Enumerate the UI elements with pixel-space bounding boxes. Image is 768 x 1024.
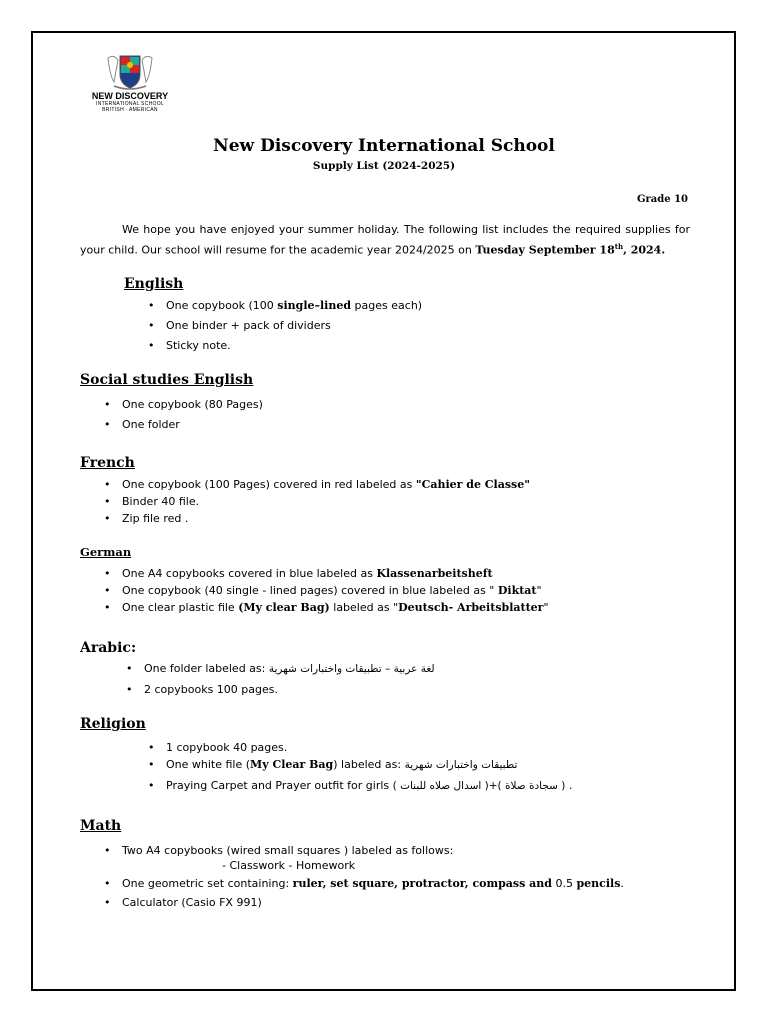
item-text: Praying Carpet and Prayer outfit for girls [166, 779, 393, 792]
german-heading: German [80, 545, 132, 559]
german-list [102, 565, 549, 616]
list-item [102, 416, 263, 433]
french-heading: French [80, 455, 135, 471]
arabic-list [124, 660, 435, 698]
intro-paragraph [80, 221, 690, 259]
item-text: One copybook (80 Pages) [122, 398, 263, 411]
item-text: " [536, 584, 542, 597]
item-text: 0.5 [551, 877, 577, 890]
item-text: . [620, 877, 624, 890]
list-item [102, 875, 690, 892]
item-text: Zip file red . [122, 512, 189, 525]
arabic-label: لغة عربية – تطبيقات واختبارات شهرية [268, 663, 435, 675]
item-bold: pencils [576, 877, 621, 890]
list-item [102, 582, 549, 599]
item-bold: single–lined [277, 299, 352, 312]
item-bold: Klassenarbeitsheft [376, 567, 493, 580]
item-text: One A4 copybooks covered in blue labeled as [122, 567, 377, 580]
list-item [102, 493, 530, 510]
intro-year: , 2024. [623, 243, 666, 257]
grade-label: Grade 10 [636, 194, 688, 205]
item-text: 1 copybook 40 pages. [166, 741, 288, 754]
math-list [102, 842, 690, 911]
item-text: One folder [122, 418, 180, 431]
intro-date: Tuesday September 18 [475, 243, 615, 257]
list-item [102, 842, 690, 873]
item-text: One binder + pack of dividers [166, 319, 331, 332]
logo-name: NEW DISCOVERY [91, 91, 169, 101]
list-item [146, 317, 422, 334]
item-bold: Diktat [497, 584, 537, 597]
intro-text: We hope you have enjoyed your summer holiday. The following list includes the required supplies for your child. Our school will resume for the academic year 2024/2025 on [80, 223, 690, 257]
item-text: 2 copybooks 100 pages. [144, 683, 278, 696]
english-list [146, 297, 422, 354]
arabic-heading: Arabic: [80, 640, 137, 656]
social-list [102, 396, 263, 433]
page-title: New Discovery International School [213, 136, 555, 156]
item-text: " [543, 601, 549, 614]
item-text: One copybook (100 Pages) covered in red labeled as [122, 478, 416, 491]
item-text: One geometric set containing: [122, 877, 293, 890]
item-text: Sticky note. [166, 339, 231, 352]
math-heading: Math [80, 818, 122, 834]
list-item [146, 337, 422, 354]
item-bold: "Cahier de Classe" [415, 478, 530, 491]
list-item [146, 739, 572, 756]
item-bold: ruler, set square, protractor, compass and [292, 877, 552, 890]
item-text: One copybook (40 single - lined pages) covered in blue labeled as " [122, 584, 498, 597]
item-text: pages each) [351, 299, 423, 312]
item-text: One copybook (100 [166, 299, 278, 312]
logo-line2: INTERNATIONAL SCHOOL [96, 101, 164, 107]
list-item [102, 510, 530, 527]
list-item [124, 681, 435, 698]
item-text: One clear plastic file [122, 601, 239, 614]
social-heading: Social studies English [80, 372, 254, 388]
list-item [146, 777, 572, 795]
item-bold: Deutsch- Arbeitsblatter [398, 601, 544, 614]
item-text: ) labeled as: [333, 758, 405, 771]
list-item [102, 396, 263, 413]
logo-line3: BRITISH · AMERICAN [102, 107, 158, 113]
list-item [102, 565, 549, 582]
list-item [146, 297, 422, 314]
item-bold: My Clear Bag [250, 758, 334, 771]
religion-list [146, 739, 572, 795]
item-text: One folder labeled as: [144, 662, 269, 675]
list-item [102, 894, 690, 911]
item-text: Binder 40 file. [122, 495, 200, 508]
item-text: Two A4 copybooks (wired small squares ) labeled as follows: [122, 844, 454, 857]
arabic-label: ( سجادة صلاة )+( اسدال صلاه للبنات ) [392, 780, 566, 792]
list-item [146, 756, 572, 774]
list-item [102, 599, 549, 616]
item-text: Calculator (Casio FX 991) [122, 896, 262, 909]
religion-heading: Religion [80, 716, 146, 732]
school-logo [78, 52, 182, 122]
page-subtitle: Supply List (2024-2025) [312, 160, 456, 172]
french-list [102, 476, 530, 527]
list-item [124, 660, 435, 678]
arabic-label: تطبيقات واختبارات شهرية [404, 759, 518, 771]
english-heading: English [124, 276, 184, 292]
item-text: One white file ( [166, 758, 251, 771]
item-text: labeled as " [329, 601, 399, 614]
crest-icon [104, 52, 156, 92]
item-bold: (My clear Bag) [238, 601, 330, 614]
item-text: . [565, 779, 573, 792]
intro-date-suffix: th [614, 242, 624, 251]
list-item [102, 476, 530, 493]
math-sub-labels: - Classwork - Homework [222, 859, 356, 872]
